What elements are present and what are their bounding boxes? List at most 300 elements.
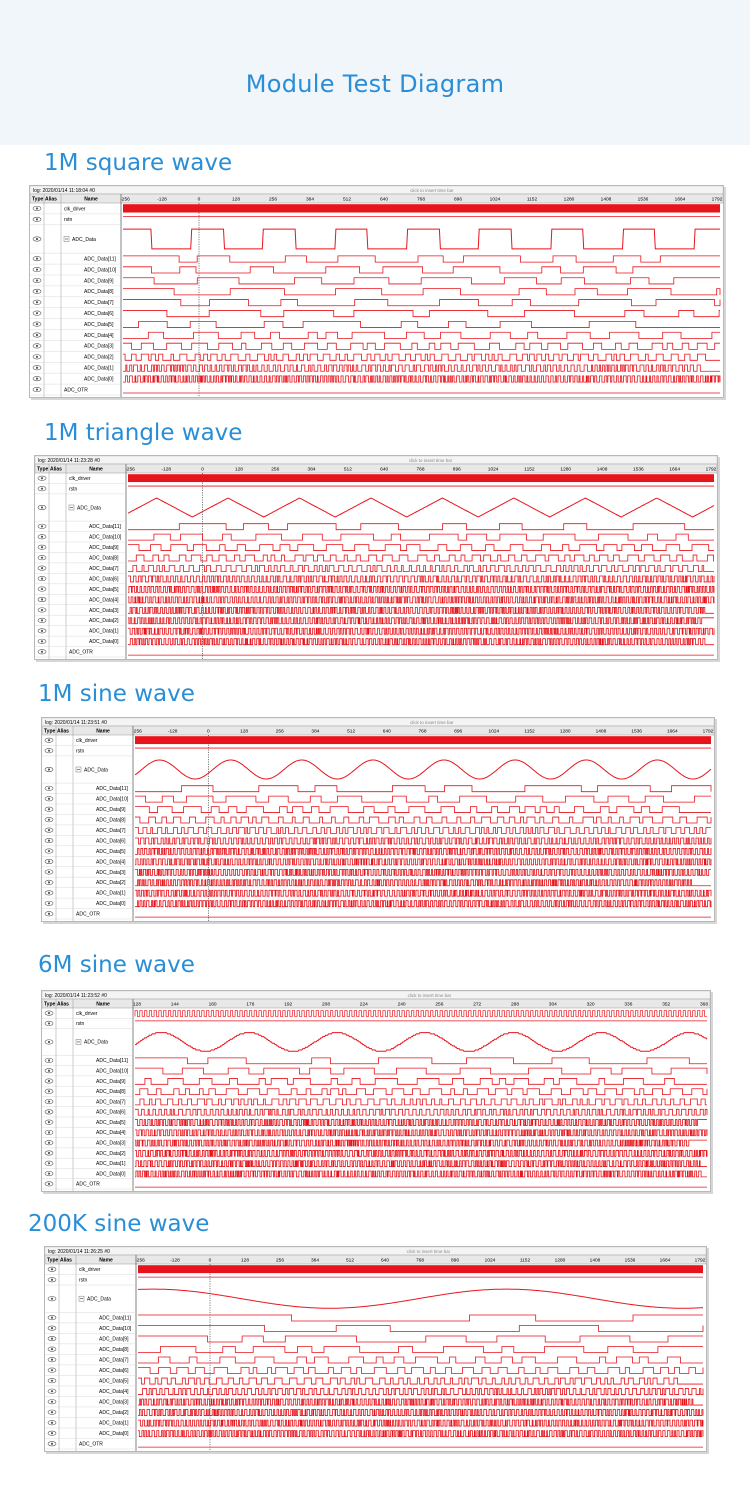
signal-name: ADC_Data[2] [96,1150,126,1157]
time-tick-label: 336 [624,1002,633,1008]
eye-pupil-icon [41,630,43,632]
bit-waveform [128,534,714,540]
bit-waveform [135,890,711,896]
log-bar [35,456,717,464]
bit-waveform [138,1336,703,1342]
eye-pupil-icon [48,913,50,915]
signal-name: ADC_Data[0] [89,639,119,646]
eye-pupil-icon [48,1070,50,1072]
bit-waveform [128,524,714,530]
eye-pupil-icon [48,1111,50,1113]
time-tick-label: 128 [231,197,241,203]
bit-waveform [128,628,714,634]
eye-pupil-icon [51,1390,53,1392]
time-tick-label: 1280 [560,467,572,473]
time-tick-label: 1280 [554,1258,566,1264]
bit-waveform [135,1171,707,1177]
time-tick-label: -128 [170,1258,180,1264]
insert-time-bar-hint: click to insert time bar [407,993,452,998]
eye-pupil-icon [48,1090,50,1092]
time-tick-label: 1280 [559,729,571,735]
bit-waveform [123,321,720,327]
signal-name: ADC_Data[11] [96,786,128,793]
waveform-svg [35,456,717,659]
column-header [30,194,723,203]
time-tick-label: 1664 [674,197,686,203]
bit-waveform [123,300,720,306]
bit-waveform [138,1347,703,1353]
bit-waveform [128,566,714,572]
signal-name: ADC_Data [72,236,96,243]
time-tick-label: -256 [135,1258,145,1264]
eye-pupil-icon [41,557,43,559]
eye-pupil-icon [41,506,43,508]
eye-pupil-icon [48,1162,50,1164]
bit-waveform [128,576,714,582]
bit-waveform [135,796,711,802]
eye-pupil-icon [48,860,50,862]
log-timestamp: log: 2020/01/14 11:23:52 #0 [45,993,107,999]
signal-name: ADC_Data[0] [96,1171,126,1178]
time-tick-label: 160 [208,1002,217,1008]
log-timestamp: log: 2020/01/14 11:26:25 #0 [48,1249,110,1255]
time-tick-label: 128 [240,1258,250,1264]
eye-pupil-icon [51,1443,53,1445]
eye-pupil-icon [48,871,50,873]
time-tick-label: 1152 [524,467,535,473]
eye-pupil-icon [48,750,50,752]
column-header [42,999,710,1008]
time-tick-label: 768 [416,197,426,203]
time-tick-label: 224 [359,1002,368,1008]
signal-name: ADC_Data[5] [96,1119,126,1126]
time-tick-label: -128 [161,467,172,473]
signal-name: ADC_Data[7] [89,565,119,572]
time-tick-label: -256 [125,467,135,473]
signal-name: ADC_Data[8] [96,1089,126,1096]
eye-pupil-icon [51,1317,53,1319]
signal-name: ADC_Data[11] [96,1058,128,1065]
clock-waveform [138,1265,703,1273]
time-tick-label: 1408 [595,729,607,735]
eye-pupil-icon [51,1359,53,1361]
clock-waveform [123,204,720,212]
signal-name: ADC_Data[8] [84,289,114,296]
bit-waveform [135,817,711,823]
signal-name: ADC_Data[11] [99,1315,131,1322]
eye-pupil-icon [51,1380,53,1382]
signal-name: ADC_Data[7] [96,827,126,834]
eye-pupil-icon [41,651,43,653]
time-tick-label: 0 [208,1258,212,1264]
bit-waveform [135,807,711,813]
waveform-svg [45,1247,706,1451]
time-tick-label: 1024 [487,467,499,473]
time-tick-label: 256 [268,197,278,203]
bit-waveform [123,289,720,295]
bit-waveform [135,869,711,875]
waveform-svg [42,718,714,921]
eye-pupil-icon [36,312,38,314]
bit-waveform [128,618,714,624]
eye-pupil-icon [51,1348,53,1350]
eye-pupil-icon [48,1012,50,1014]
section-title-1: 1M square wave [44,150,233,176]
bit-waveform [135,838,711,844]
bit-waveform [135,828,711,834]
time-tick-label: 1792 [694,1258,706,1264]
time-tick-label: 128 [132,1002,142,1008]
eye-pupil-icon [51,1369,53,1371]
column-type: Type [47,1257,59,1264]
time-tick-label: 1152 [524,729,535,735]
bit-waveform [138,1325,703,1331]
column-name: Name [89,466,103,473]
eye-pupil-icon [36,218,38,220]
time-tick-label: 1664 [659,1258,671,1264]
signal-name: ADC_Data[2] [99,1410,129,1417]
signal-name: ADC_Data[2] [84,354,114,361]
section-title-2: 1M triangle wave [44,420,243,446]
bit-waveform [135,848,711,854]
signal-name: ADC_Data[1] [96,890,126,897]
eye-pupil-icon [36,334,38,336]
time-tick-label: 768 [418,729,427,735]
bit-waveform [135,1120,707,1126]
bit-waveform [123,256,720,262]
signal-name: clk_driver [79,1267,101,1274]
time-tick-label: 1024 [484,1258,496,1264]
signal-name: ADC_Data[6] [89,576,119,583]
signal-name: clk_driver [76,738,98,745]
eye-pupil-icon [48,1121,50,1123]
log-bar [42,718,714,726]
insert-time-bar-hint: click to insert time bar [406,1249,451,1254]
column-header [35,464,717,473]
eye-pupil-icon [51,1298,53,1300]
time-tick-label: 1792 [702,729,714,735]
eye-pupil-icon [48,1152,50,1154]
bit-waveform [135,1058,707,1064]
bit-waveform [128,555,714,561]
time-tick-label: 512 [347,729,356,735]
signal-name: rstn [76,748,85,755]
time-tick-label: -128 [167,729,178,735]
waveform-panel-2 [34,455,718,660]
eye-pupil-icon [48,1080,50,1082]
bit-waveform [138,1315,703,1321]
time-tick-label: 1024 [488,729,500,735]
time-tick-label: 1152 [526,197,538,203]
signal-name: ADC_Data[5] [84,321,114,328]
time-tick-label: 256 [275,1258,285,1264]
eye-pupil-icon [48,1131,50,1133]
signal-name: ADC_Data [84,1039,108,1046]
signal-name: ADC_Data[3] [96,869,126,876]
eye-pupil-icon [48,739,50,741]
column-type: Type [44,728,56,735]
signal-name: ADC_Data[5] [96,848,126,855]
eye-pupil-icon [48,798,50,800]
time-tick-label: 896 [452,467,461,473]
eye-pupil-icon [48,768,50,770]
analog-waveform [135,1033,707,1052]
eye-pupil-icon [41,609,43,611]
time-tick-label: 1152 [519,1258,531,1264]
section-title-3: 1M sine wave [38,681,195,707]
time-tick-label: 1536 [631,729,642,735]
eye-pupil-icon [41,546,43,548]
eye-pupil-icon [48,1142,50,1144]
waveform-panel-1 [29,185,724,398]
signal-name: ADC_Data[11] [89,524,121,531]
bit-waveform [128,607,714,613]
eye-pupil-icon [41,567,43,569]
column-name: Name [84,196,98,203]
insert-time-bar-hint: click to insert time bar [410,188,454,193]
signal-name: clk_driver [69,476,91,483]
eye-pupil-icon [41,577,43,579]
eye-pupil-icon [48,892,50,894]
time-tick-label: 320 [586,1002,595,1008]
bit-waveform [135,880,711,886]
eye-pupil-icon [51,1327,53,1329]
signal-name: ADC_Data[4] [89,597,119,604]
eye-pupil-icon [36,323,38,325]
bit-waveform [123,278,720,284]
time-tick-label: 176 [246,1002,255,1008]
bit-waveform [138,1378,703,1384]
time-tick-label: 768 [415,1258,425,1264]
time-tick-label: 1664 [666,729,678,735]
time-tick-label: 1536 [637,197,649,203]
signal-name: ADC_Data[0] [99,1431,129,1438]
column-name: Name [99,1257,113,1264]
bit-waveform [123,365,720,371]
bit-waveform [138,1410,703,1416]
signal-name: rstn [64,217,73,224]
signal-name: clk_driver [76,1010,98,1017]
eye-pupil-icon [41,536,43,538]
bit-waveform [138,1368,703,1374]
column-alias: Alias [57,728,69,735]
eye-pupil-icon [51,1338,53,1340]
bit-waveform [135,1140,707,1146]
bit-waveform [128,639,714,645]
bit-waveform [123,354,720,360]
eye-pupil-icon [41,588,43,590]
signal-name: ADC_Data[10] [99,1325,132,1332]
signal-name: ADC_Data[11] [84,256,116,263]
bit-waveform [135,1078,707,1084]
eye-pupil-icon [36,356,38,358]
bit-waveform [135,859,711,865]
time-tick-label: -128 [157,197,167,203]
signal-name: ADC_Data[1] [84,365,114,372]
bit-waveform [123,343,720,349]
signal-name: ADC_Data[5] [89,586,119,593]
waveform-svg [42,991,710,1191]
log-timestamp: log: 2020/01/14 11:23:51 #0 [45,720,107,726]
eye-pupil-icon [48,787,50,789]
eye-pupil-icon [48,881,50,883]
eye-pupil-icon [48,1041,50,1043]
time-tick-label: 256 [271,467,280,473]
eye-pupil-icon [36,290,38,292]
time-tick-label: 1792 [711,197,723,203]
bit-waveform [135,1161,707,1167]
signal-name: ADC_Data[9] [96,807,126,814]
clock-waveform [128,474,714,482]
eye-pupil-icon [41,619,43,621]
clock-waveform-detail [135,1011,707,1017]
bit-waveform [135,901,711,907]
bit-waveform [138,1389,703,1395]
time-tick-label: 304 [548,1002,557,1008]
signal-name: ADC_OTR [76,1181,100,1188]
column-name: Name [96,1001,110,1008]
time-tick-label: 128 [240,729,249,735]
time-tick-label: 1536 [633,467,644,473]
log-bar [30,186,723,194]
time-tick-label: 384 [305,197,315,203]
eye-pupil-icon [48,1022,50,1024]
signal-name: ADC_Data[5] [99,1378,129,1385]
time-tick-label: 640 [379,197,389,203]
waveform-panel-3 [41,717,715,922]
bit-waveform [135,1109,707,1115]
signal-name: ADC_Data [87,1296,111,1303]
eye-pupil-icon [41,488,43,490]
time-tick-label: 0 [201,467,204,473]
insert-time-bar-hint: click to insert time bar [410,720,454,725]
time-tick-label: 192 [284,1002,293,1008]
eye-pupil-icon [36,268,38,270]
time-tick-label: 208 [321,1002,331,1008]
bit-waveform [135,1130,707,1136]
signal-name: clk_driver [64,206,86,213]
time-tick-label: 1536 [624,1258,636,1264]
eye-pupil-icon [36,388,38,390]
analog-waveform [135,760,711,779]
bit-waveform [138,1420,703,1426]
time-tick-label: 512 [342,197,352,203]
time-tick-label: 896 [450,1258,460,1264]
eye-pupil-icon [48,829,50,831]
time-tick-label: 288 [510,1002,520,1008]
eye-pupil-icon [48,1183,50,1185]
signal-name: ADC_Data[4] [96,859,126,866]
signal-name: rstn [79,1277,88,1284]
time-tick-label: 256 [275,729,284,735]
column-alias: Alias [45,196,57,203]
eye-pupil-icon [36,378,38,380]
eye-pupil-icon [48,902,50,904]
bit-waveform [138,1357,703,1363]
time-tick-label: 896 [453,197,463,203]
signal-name: ADC_Data[8] [89,555,119,562]
column-type: Type [32,196,44,203]
time-tick-label: 640 [380,1258,390,1264]
column-alias: Alias [60,1257,72,1264]
time-tick-label: 896 [454,729,463,735]
eye-pupil-icon [48,1172,50,1174]
log-bar [45,1247,706,1255]
time-tick-label: 512 [343,467,352,473]
time-tick-label: 1408 [600,197,612,203]
signal-name: ADC_Data[4] [96,1130,126,1137]
signal-name: ADC_Data[4] [99,1388,129,1395]
time-tick-label: 384 [310,1258,320,1264]
eye-pupil-icon [48,1100,50,1102]
signal-name: ADC_Data[2] [89,618,119,625]
signal-name: ADC_OTR [69,649,93,656]
time-tick-label: 512 [345,1258,355,1264]
eye-pupil-icon [41,525,43,527]
time-tick-label: 128 [234,467,243,473]
time-tick-label: 640 [382,729,391,735]
time-tick-label: 768 [416,467,425,473]
log-bar [42,991,710,999]
signal-name: ADC_Data[6] [84,310,114,317]
time-tick-label: 1280 [563,197,575,203]
time-tick-label: -256 [120,197,130,203]
eye-pupil-icon [51,1411,53,1413]
signal-name: ADC_Data[9] [96,1078,126,1085]
signal-name: ADC_Data[6] [99,1367,129,1374]
time-tick-label: 368 [699,1002,709,1008]
bit-waveform [135,1068,707,1074]
signal-name: ADC_Data[10] [96,1068,129,1075]
signal-name: ADC_Data [77,505,101,512]
eye-pupil-icon [48,819,50,821]
signal-name: ADC_Data[1] [99,1420,129,1427]
time-tick-label: -256 [132,729,142,735]
waveform-panel-4 [41,990,711,1192]
signal-name: ADC_Data[7] [99,1357,129,1364]
time-tick-label: 1024 [489,197,501,203]
eye-pupil-icon [51,1401,53,1403]
clock-waveform [135,736,711,744]
eye-pupil-icon [48,808,50,810]
column-alias: Alias [50,466,62,473]
analog-waveform [123,229,720,249]
eye-pupil-icon [36,258,38,260]
eye-pupil-icon [36,301,38,303]
signal-name: ADC_Data[10] [84,267,117,274]
time-tick-label: 0 [207,729,210,735]
time-tick-label: 640 [380,467,389,473]
insert-time-bar-hint: click to insert time bar [408,458,453,463]
bit-waveform [123,310,720,316]
waveform-svg [30,186,723,397]
signal-name: ADC_OTR [79,1441,103,1448]
eye-pupil-icon [51,1432,53,1434]
eye-pupil-icon [48,1059,50,1061]
analog-waveform [128,498,714,517]
bit-waveform [138,1431,703,1437]
bit-waveform [123,267,720,273]
signal-name: ADC_Data[7] [84,300,114,307]
section-title-4: 6M sine wave [38,952,195,978]
signal-name: ADC_Data[8] [96,817,126,824]
signal-name: ADC_Data[3] [96,1140,126,1147]
signal-name: ADC_OTR [64,387,88,394]
signal-name: ADC_Data[6] [96,838,126,845]
eye-pupil-icon [41,640,43,642]
signal-name: ADC_Data[8] [99,1346,129,1353]
bit-waveform [128,597,714,603]
